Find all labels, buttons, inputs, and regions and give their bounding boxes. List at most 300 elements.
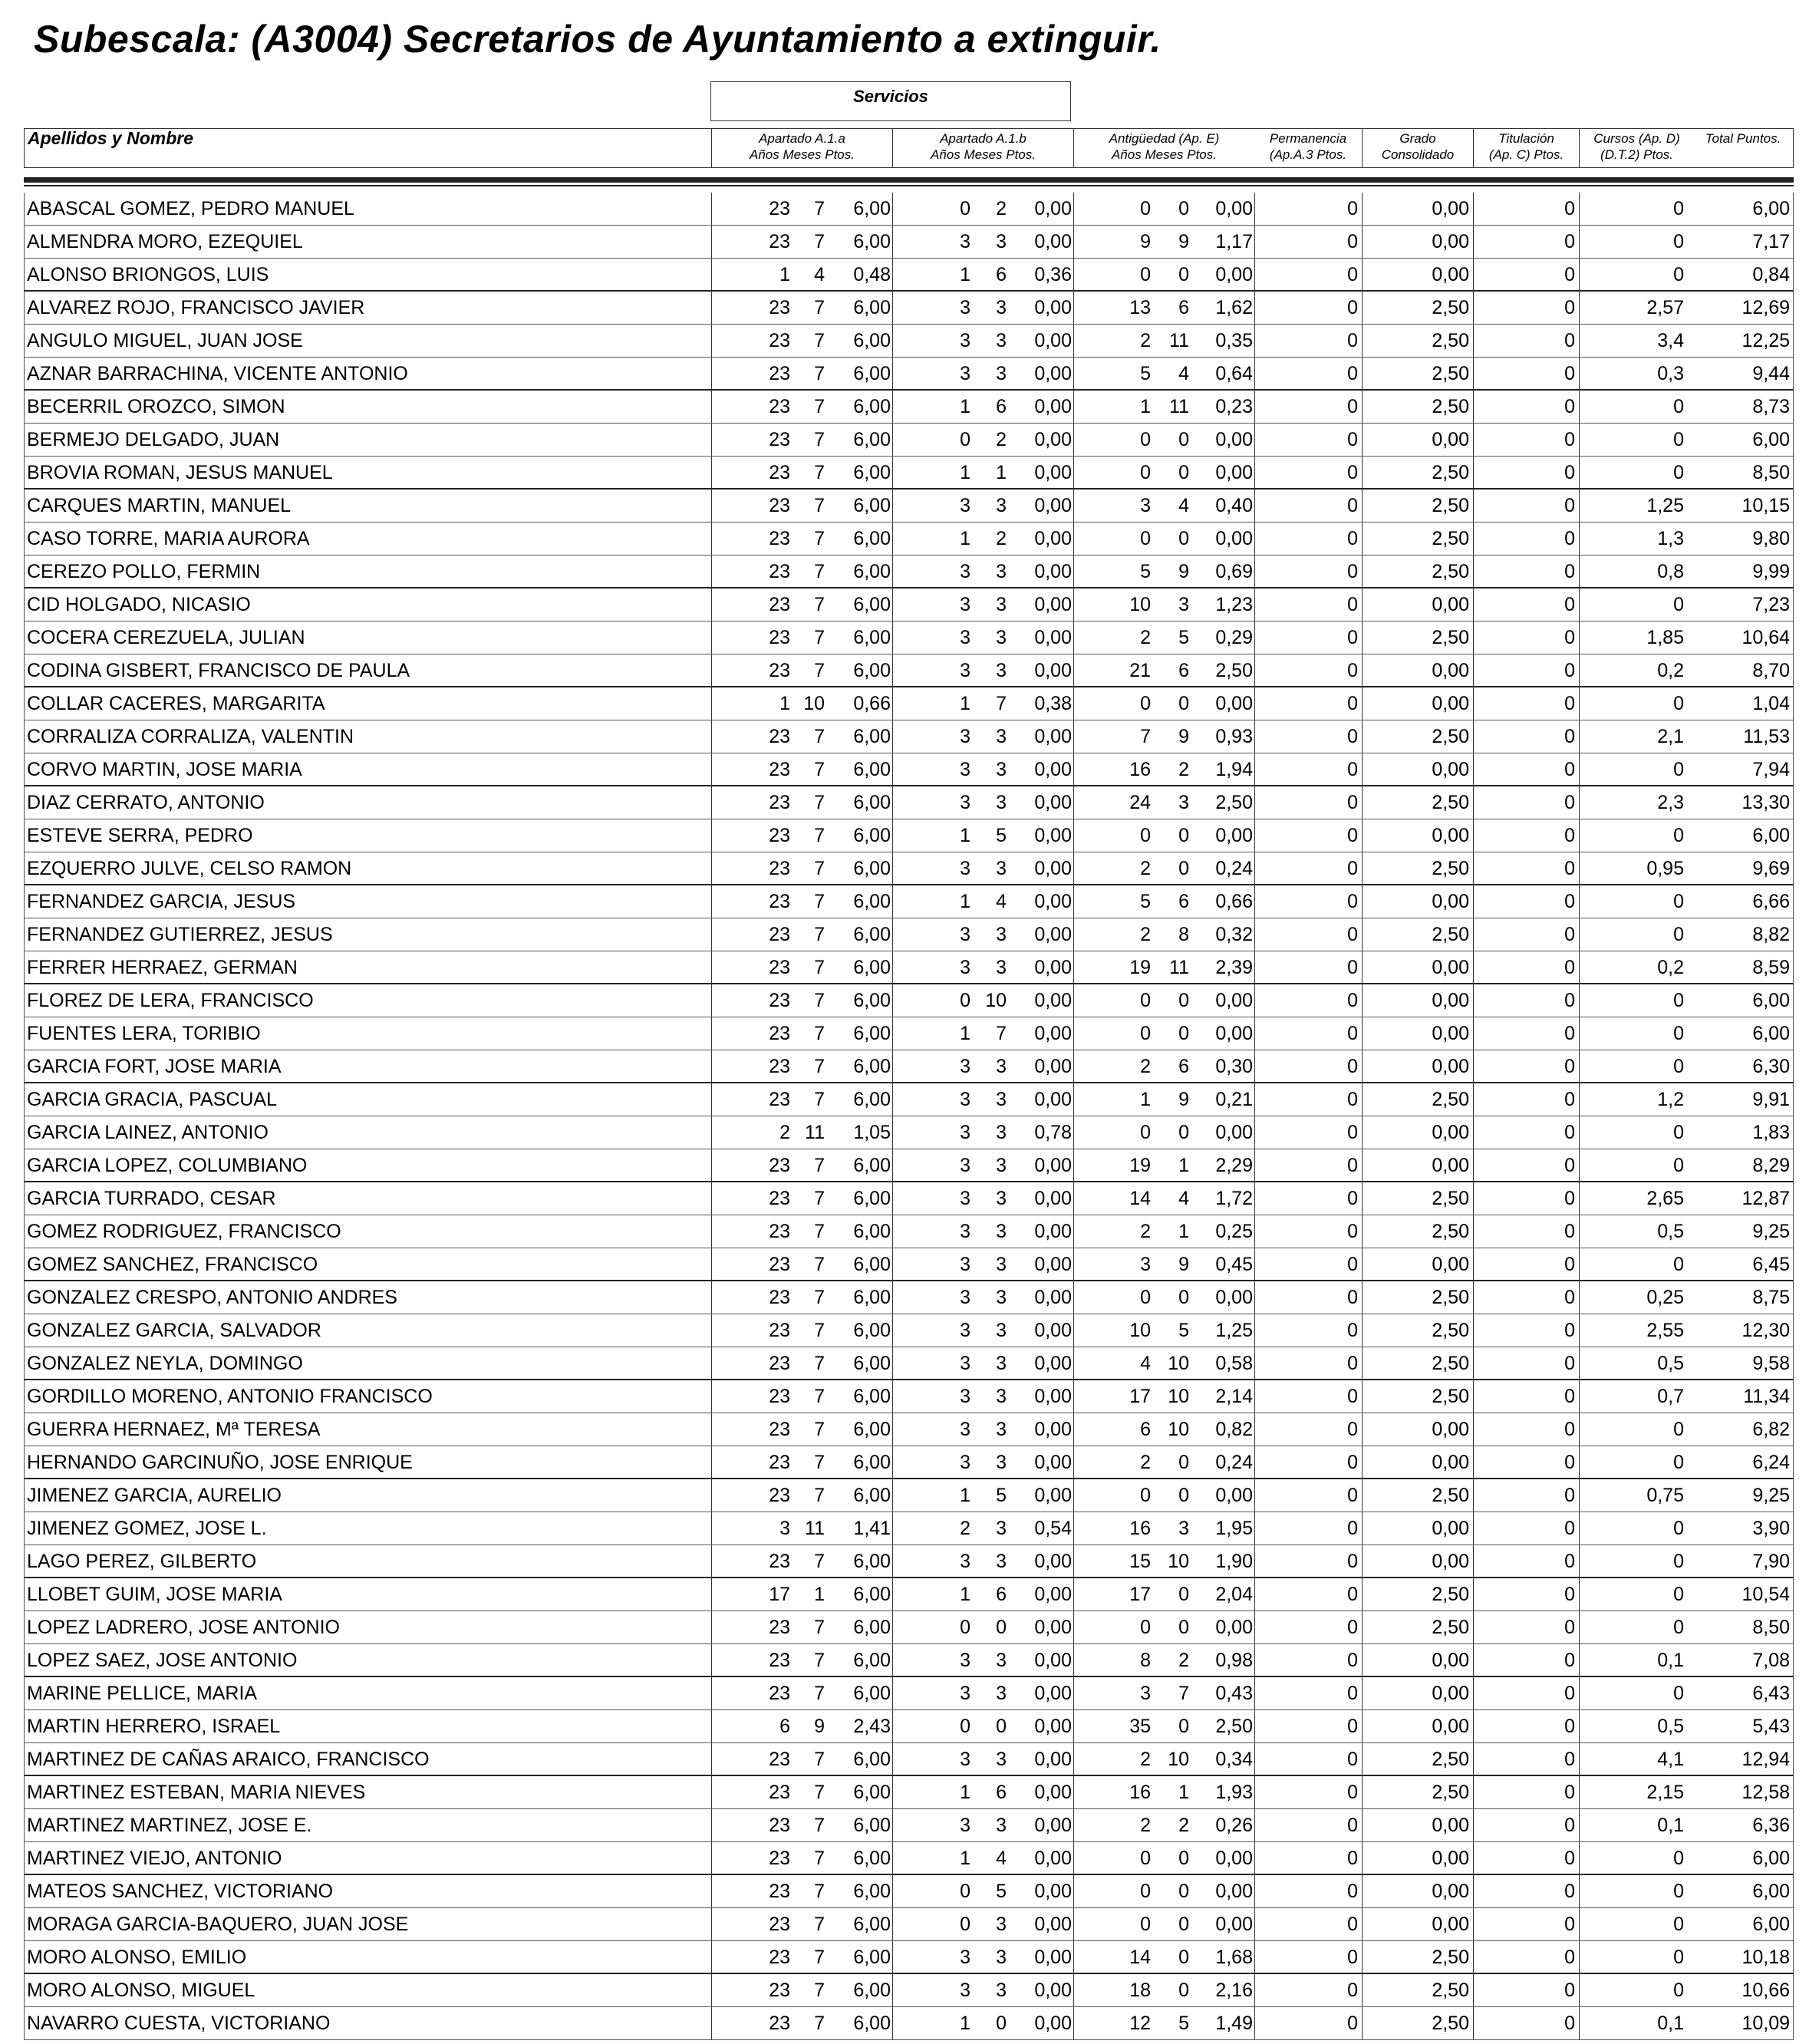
cell-a1b-meses: 4 (996, 1848, 1007, 1869)
cell-name: BERMEJO DELGADO, JUAN (27, 429, 280, 450)
cell-a1b-anos: 0 (960, 1716, 970, 1737)
cell-grado: 0,00 (1432, 1518, 1469, 1539)
cell-a1b-anos: 1 (960, 528, 970, 549)
column-divider (711, 1941, 712, 1973)
column-divider (1579, 1644, 1580, 1676)
cell-ant-ptos: 2,16 (1215, 1980, 1253, 2001)
column-divider (892, 523, 893, 555)
column-divider (711, 1875, 712, 1907)
cell-ant-meses: 2 (1178, 759, 1189, 780)
cell-titulacion: 0 (1564, 462, 1575, 483)
column-divider (1073, 1710, 1074, 1742)
cell-grado: 2,50 (1432, 1287, 1469, 1308)
cell-ant-meses: 0 (1178, 198, 1189, 219)
cell-permanencia: 0 (1347, 660, 1358, 681)
cell-a1b-anos: 3 (960, 858, 970, 879)
header-a1a-sub: Años Meses Ptos. (749, 147, 855, 162)
cell-total: 0,84 (1752, 264, 1790, 285)
table-row (24, 1446, 1794, 1479)
cell-a1b-ptos: 0,00 (1034, 495, 1072, 516)
cell-ant-meses: 0 (1178, 429, 1189, 450)
cell-ant-meses: 8 (1178, 924, 1189, 945)
cell-titulacion: 0 (1564, 1320, 1575, 1341)
column-divider (1254, 1842, 1255, 1874)
cell-a1b-anos: 3 (960, 792, 970, 813)
cell-ant-anos: 3 (1140, 1254, 1151, 1275)
cell-name: COLLAR CACERES, MARGARITA (27, 693, 325, 714)
column-divider (1254, 1182, 1255, 1215)
cell-name: MARTINEZ DE CAÑAS ARAICO, FRANCISCO (27, 1749, 430, 1770)
cell-a1a-meses: 7 (814, 1914, 825, 1935)
cell-permanencia: 0 (1347, 1188, 1358, 1209)
column-divider (1362, 1512, 1363, 1545)
cell-a1b-ptos: 0,00 (1034, 1320, 1072, 1341)
cell-grado: 0,00 (1432, 660, 1469, 681)
cell-a1a-anos: 23 (769, 429, 790, 450)
cell-titulacion: 0 (1564, 1584, 1575, 1605)
column-divider (1579, 490, 1580, 522)
cell-permanencia: 0 (1347, 1650, 1358, 1671)
cell-a1b-ptos: 0,00 (1034, 231, 1072, 252)
cell-a1a-anos: 23 (769, 1287, 790, 1308)
cell-permanencia: 0 (1347, 330, 1358, 351)
column-divider (711, 1479, 712, 1512)
cell-ant-ptos: 0,35 (1215, 330, 1253, 351)
cell-a1a-meses: 7 (814, 297, 825, 318)
cell-ant-ptos: 2,14 (1215, 1386, 1253, 1407)
column-divider (1579, 325, 1580, 357)
column-divider (1362, 457, 1363, 489)
cell-a1a-meses: 4 (814, 264, 825, 285)
cell-ant-ptos: 1,62 (1215, 297, 1253, 318)
table-row (24, 523, 1794, 556)
cell-ant-meses: 0 (1178, 1716, 1189, 1737)
column-divider (1073, 424, 1074, 456)
cell-a1a-ptos: 6,00 (853, 297, 891, 318)
cell-grado: 2,50 (1432, 1782, 1469, 1803)
column-divider (1473, 1512, 1474, 1545)
cell-name: GORDILLO MORENO, ANTONIO FRANCISCO (27, 1386, 433, 1407)
cell-ant-anos: 2 (1140, 1221, 1151, 1242)
cell-a1a-ptos: 6,00 (853, 1782, 891, 1803)
cell-a1b-meses: 3 (996, 792, 1007, 813)
cell-a1b-meses: 3 (996, 1386, 1007, 1407)
cell-titulacion: 0 (1564, 396, 1575, 417)
column-divider (1073, 1248, 1074, 1281)
cell-permanencia: 0 (1347, 1617, 1358, 1638)
column-divider (1579, 1545, 1580, 1578)
table-row (24, 193, 1794, 226)
cell-ant-meses: 4 (1178, 495, 1189, 516)
column-divider (892, 1083, 893, 1116)
cell-a1b-meses: 3 (996, 363, 1007, 384)
column-divider (892, 984, 893, 1017)
header-a1b-title: Apartado A.1.b (940, 131, 1026, 146)
cell-a1b-ptos: 0,00 (1034, 1815, 1072, 1836)
column-divider (1362, 1578, 1363, 1610)
cell-a1a-anos: 23 (769, 858, 790, 879)
cell-ant-meses: 6 (1178, 891, 1189, 912)
cell-ant-meses: 5 (1178, 2013, 1189, 2034)
cell-a1b-anos: 1 (960, 891, 970, 912)
cell-cursos: 0 (1673, 1881, 1684, 1902)
cell-ant-ptos: 1,17 (1215, 231, 1253, 252)
cell-ant-anos: 5 (1140, 363, 1151, 384)
column-divider (1362, 1248, 1363, 1281)
cell-ant-anos: 17 (1129, 1386, 1151, 1407)
cell-cursos: 0 (1673, 1518, 1684, 1539)
column-divider (1073, 490, 1074, 522)
cell-a1a-anos: 23 (769, 1155, 790, 1176)
cell-a1b-ptos: 0,00 (1034, 594, 1072, 615)
cell-a1b-anos: 3 (960, 1254, 970, 1275)
column-divider (1073, 1380, 1074, 1413)
header-titulacion (1473, 129, 1579, 167)
cell-a1a-ptos: 6,00 (853, 891, 891, 912)
cell-grado: 2,50 (1432, 924, 1469, 945)
column-divider (1473, 753, 1474, 786)
column-divider (1362, 984, 1363, 1017)
cell-titulacion: 0 (1564, 1980, 1575, 2001)
cell-a1b-ptos: 0,00 (1034, 825, 1072, 846)
column-divider (711, 1578, 712, 1610)
cell-ant-ptos: 0,43 (1215, 1683, 1253, 1704)
column-divider (1579, 1512, 1580, 1545)
cell-a1b-meses: 3 (996, 231, 1007, 252)
cell-a1b-anos: 3 (960, 759, 970, 780)
table-row (24, 588, 1794, 621)
column-divider (892, 852, 893, 885)
cell-name: HERNANDO GARCINUÑO, JOSE ENRIQUE (27, 1452, 413, 1473)
cell-a1a-anos: 23 (769, 1419, 790, 1440)
cell-cursos: 2,65 (1646, 1188, 1684, 1209)
cell-a1b-anos: 3 (960, 1089, 970, 1110)
cell-a1a-anos: 23 (769, 759, 790, 780)
cell-titulacion: 0 (1564, 561, 1575, 582)
column-divider (1073, 391, 1074, 423)
column-divider (1473, 556, 1474, 588)
cell-ant-anos: 0 (1140, 693, 1151, 714)
cell-cursos: 0 (1673, 594, 1684, 615)
column-divider (1579, 984, 1580, 1017)
table-row (24, 1248, 1794, 1281)
header-name: Apellidos y Nombre (28, 128, 193, 148)
cell-a1a-anos: 23 (769, 231, 790, 252)
cell-total: 6,82 (1752, 1419, 1790, 1440)
cell-total: 8,82 (1752, 924, 1790, 945)
cell-a1b-meses: 4 (996, 891, 1007, 912)
cell-cursos: 0,5 (1657, 1716, 1684, 1737)
table-row (24, 1017, 1794, 1050)
table-row (24, 1974, 1794, 2007)
cell-ant-meses: 0 (1178, 858, 1189, 879)
cell-titulacion: 0 (1564, 363, 1575, 384)
table-row (24, 1941, 1794, 1974)
cell-a1b-meses: 3 (996, 1221, 1007, 1242)
column-divider (1579, 457, 1580, 489)
cell-ant-anos: 0 (1140, 1122, 1151, 1143)
cell-grado: 0,00 (1432, 1716, 1469, 1737)
column-divider (1254, 621, 1255, 654)
cell-a1b-anos: 1 (960, 1485, 970, 1506)
column-divider (1073, 457, 1074, 489)
cell-a1b-anos: 1 (960, 264, 970, 285)
cell-permanencia: 0 (1347, 1023, 1358, 1044)
cell-a1a-anos: 23 (769, 1980, 790, 2001)
cell-a1b-meses: 3 (996, 1287, 1007, 1308)
column-divider (1073, 292, 1074, 324)
column-divider (1254, 1974, 1255, 2006)
column-divider (892, 786, 893, 819)
cell-grado: 2,50 (1432, 1584, 1469, 1605)
column-divider (1473, 490, 1474, 522)
cell-ant-anos: 0 (1140, 1914, 1151, 1935)
column-divider (1579, 1182, 1580, 1215)
column-divider (1362, 918, 1363, 951)
cell-a1b-ptos: 0,00 (1034, 1947, 1072, 1968)
column-divider (1254, 1248, 1255, 1281)
column-divider (1073, 1677, 1074, 1709)
cell-a1a-meses: 7 (814, 1089, 825, 1110)
cell-a1b-meses: 3 (996, 1353, 1007, 1374)
cell-name: ALONSO BRIONGOS, LUIS (27, 264, 269, 285)
cell-a1b-meses: 3 (996, 561, 1007, 582)
cell-name: LLOBET GUIM, JOSE MARIA (27, 1584, 282, 1605)
table-row (24, 391, 1794, 424)
column-divider (892, 885, 893, 918)
cell-titulacion: 0 (1564, 495, 1575, 516)
column-divider (711, 984, 712, 1017)
column-divider (711, 1347, 712, 1380)
column-divider (892, 687, 893, 720)
cell-a1b-anos: 1 (960, 1023, 970, 1044)
cell-a1a-meses: 7 (814, 627, 825, 648)
column-divider (1473, 1908, 1474, 1940)
cell-total: 9,69 (1752, 858, 1790, 879)
column-divider (711, 424, 712, 456)
column-divider (1362, 424, 1363, 456)
column-divider (1254, 1776, 1255, 1808)
cell-total: 6,00 (1752, 1914, 1790, 1935)
cell-ant-meses: 0 (1178, 1947, 1189, 1968)
cell-a1a-ptos: 0,48 (853, 264, 891, 285)
cell-a1b-meses: 2 (996, 528, 1007, 549)
column-divider (1473, 1017, 1474, 1050)
column-divider (1473, 226, 1474, 258)
cell-permanencia: 0 (1347, 1914, 1358, 1935)
column-divider (1073, 1347, 1074, 1380)
column-divider (1473, 951, 1474, 984)
column-divider (892, 1149, 893, 1182)
cell-ant-ptos: 0,00 (1215, 462, 1253, 483)
cell-name: JIMENEZ GOMEZ, JOSE L. (27, 1518, 267, 1539)
cell-a1a-meses: 7 (814, 792, 825, 813)
cell-ant-ptos: 1,90 (1215, 1551, 1253, 1572)
cell-name: MARINE PELLICE, MARIA (27, 1683, 258, 1704)
cell-titulacion: 0 (1564, 1023, 1575, 1044)
cell-ant-anos: 24 (1129, 792, 1151, 813)
column-divider (892, 457, 893, 489)
cell-cursos: 0 (1673, 1452, 1684, 1473)
cell-grado: 2,50 (1432, 396, 1469, 417)
column-divider (1254, 424, 1255, 456)
cell-ant-anos: 5 (1140, 891, 1151, 912)
cell-total: 9,25 (1752, 1221, 1790, 1242)
column-divider (1579, 424, 1580, 456)
cell-a1a-meses: 7 (814, 1485, 825, 1506)
cell-a1a-ptos: 6,00 (853, 561, 891, 582)
cell-grado: 2,50 (1432, 462, 1469, 483)
cell-a1a-meses: 7 (814, 1254, 825, 1275)
cell-cursos: 0,3 (1657, 363, 1684, 384)
column-divider (1473, 1809, 1474, 1841)
cell-titulacion: 0 (1564, 726, 1575, 747)
cell-ant-anos: 0 (1140, 1287, 1151, 1308)
cell-ant-anos: 0 (1140, 1485, 1151, 1506)
cell-cursos: 2,15 (1646, 1782, 1684, 1803)
cell-a1b-anos: 1 (960, 1848, 970, 1869)
cell-a1b-meses: 3 (996, 1815, 1007, 1836)
cell-total: 9,91 (1752, 1089, 1790, 1110)
cell-a1a-anos: 23 (769, 1551, 790, 1572)
column-divider (1579, 193, 1580, 225)
cell-titulacion: 0 (1564, 1122, 1575, 1143)
column-divider (711, 1413, 712, 1446)
column-divider (1362, 1611, 1363, 1643)
column-divider (1254, 1083, 1255, 1116)
cell-a1b-ptos: 0,00 (1034, 1353, 1072, 1374)
cell-name: FUENTES LERA, TORIBIO (27, 1023, 261, 1044)
header-antiguedad (1073, 129, 1254, 167)
cell-ant-meses: 0 (1178, 1914, 1189, 1935)
column-divider (892, 1281, 893, 1314)
cell-a1a-ptos: 6,00 (853, 1023, 891, 1044)
cell-ant-ptos: 1,25 (1215, 1320, 1253, 1341)
table-row (24, 951, 1794, 984)
table-row (24, 1149, 1794, 1182)
header-total (1694, 129, 1792, 167)
cell-a1a-meses: 9 (814, 1716, 825, 1737)
cell-grado: 0,00 (1432, 1848, 1469, 1869)
cell-grado: 0,00 (1432, 264, 1469, 285)
cell-a1b-anos: 0 (960, 198, 970, 219)
column-divider (1579, 1710, 1580, 1742)
header-cursos-sub: (D.T.2) Ptos. (1600, 147, 1673, 162)
cell-ant-anos: 5 (1140, 561, 1151, 582)
cell-ant-ptos: 0,32 (1215, 924, 1253, 945)
cell-a1b-anos: 3 (960, 627, 970, 648)
column-divider (1254, 984, 1255, 1017)
cell-ant-ptos: 2,50 (1215, 660, 1253, 681)
cell-a1b-ptos: 0,00 (1034, 1452, 1072, 1473)
cell-a1a-anos: 23 (769, 1221, 790, 1242)
cell-titulacion: 0 (1564, 627, 1575, 648)
cell-a1a-anos: 23 (769, 990, 790, 1011)
cell-name: GARCIA LAINEZ, ANTONIO (27, 1122, 269, 1143)
column-divider (1362, 753, 1363, 786)
cell-cursos: 0,5 (1657, 1353, 1684, 1374)
table-row (24, 1677, 1794, 1710)
cell-total: 13,30 (1742, 792, 1790, 813)
cell-cursos: 0 (1673, 1683, 1684, 1704)
cell-name: MORAGA GARCIA-BAQUERO, JUAN JOSE (27, 1914, 409, 1935)
column-divider (711, 1776, 712, 1808)
cell-a1a-anos: 23 (769, 2013, 790, 2034)
column-divider (1473, 1413, 1474, 1446)
cell-permanencia: 0 (1347, 990, 1358, 1011)
cell-total: 1,83 (1752, 1122, 1790, 1143)
results-table (24, 128, 1794, 2040)
cell-ant-meses: 5 (1178, 627, 1189, 648)
column-divider (711, 1908, 712, 1940)
column-divider (1073, 1941, 1074, 1973)
column-divider (1254, 654, 1255, 687)
cell-grado: 2,50 (1432, 1089, 1469, 1110)
cell-permanencia: 0 (1347, 1122, 1358, 1143)
cell-grado: 0,00 (1432, 1254, 1469, 1275)
cell-grado: 0,00 (1432, 1551, 1469, 1572)
column-divider (1473, 1545, 1474, 1578)
column-divider (892, 292, 893, 324)
column-divider (711, 1248, 712, 1281)
column-divider (1254, 819, 1255, 852)
column-divider (892, 424, 893, 456)
column-divider (1362, 819, 1363, 852)
column-divider (1254, 523, 1255, 555)
cell-a1a-meses: 7 (814, 858, 825, 879)
cell-a1b-anos: 3 (960, 495, 970, 516)
cell-titulacion: 0 (1564, 1716, 1575, 1737)
table-row (24, 457, 1794, 490)
column-divider (1579, 556, 1580, 588)
column-divider (1473, 1479, 1474, 1512)
cell-a1b-meses: 3 (996, 1518, 1007, 1539)
cell-cursos: 0,1 (1657, 2013, 1684, 2034)
cell-ant-anos: 7 (1140, 726, 1151, 747)
cell-a1a-meses: 7 (814, 363, 825, 384)
servicios-group-header: Servicios (710, 81, 1071, 121)
column-divider (1473, 1314, 1474, 1347)
cell-a1b-anos: 1 (960, 462, 970, 483)
cell-ant-meses: 0 (1178, 1584, 1189, 1605)
column-divider (892, 951, 893, 984)
cell-titulacion: 0 (1564, 1650, 1575, 1671)
cell-grado: 0,00 (1432, 1881, 1469, 1902)
cell-a1a-anos: 23 (769, 1353, 790, 1374)
cell-a1a-ptos: 6,00 (853, 1947, 891, 1968)
cell-ant-meses: 3 (1178, 1518, 1189, 1539)
cell-a1a-ptos: 6,00 (853, 1485, 891, 1506)
cell-name: GONZALEZ NEYLA, DOMINGO (27, 1353, 303, 1374)
column-divider (892, 2007, 893, 2039)
cell-a1a-ptos: 6,00 (853, 1320, 891, 1341)
column-divider (1362, 358, 1363, 390)
cell-ant-anos: 0 (1140, 825, 1151, 846)
cell-a1a-ptos: 6,00 (853, 1848, 891, 1869)
column-divider (711, 1611, 712, 1643)
cell-a1b-anos: 3 (960, 561, 970, 582)
column-divider (1473, 1842, 1474, 1874)
column-divider (1073, 1809, 1074, 1841)
cell-ant-meses: 0 (1178, 462, 1189, 483)
cell-grado: 0,00 (1432, 231, 1469, 252)
cell-ant-meses: 0 (1178, 1485, 1189, 1506)
cell-a1a-ptos: 2,43 (853, 1716, 891, 1737)
column-divider (1579, 259, 1580, 291)
cell-permanencia: 0 (1347, 561, 1358, 582)
cell-ant-meses: 0 (1178, 1122, 1189, 1143)
table-row (24, 1314, 1794, 1347)
